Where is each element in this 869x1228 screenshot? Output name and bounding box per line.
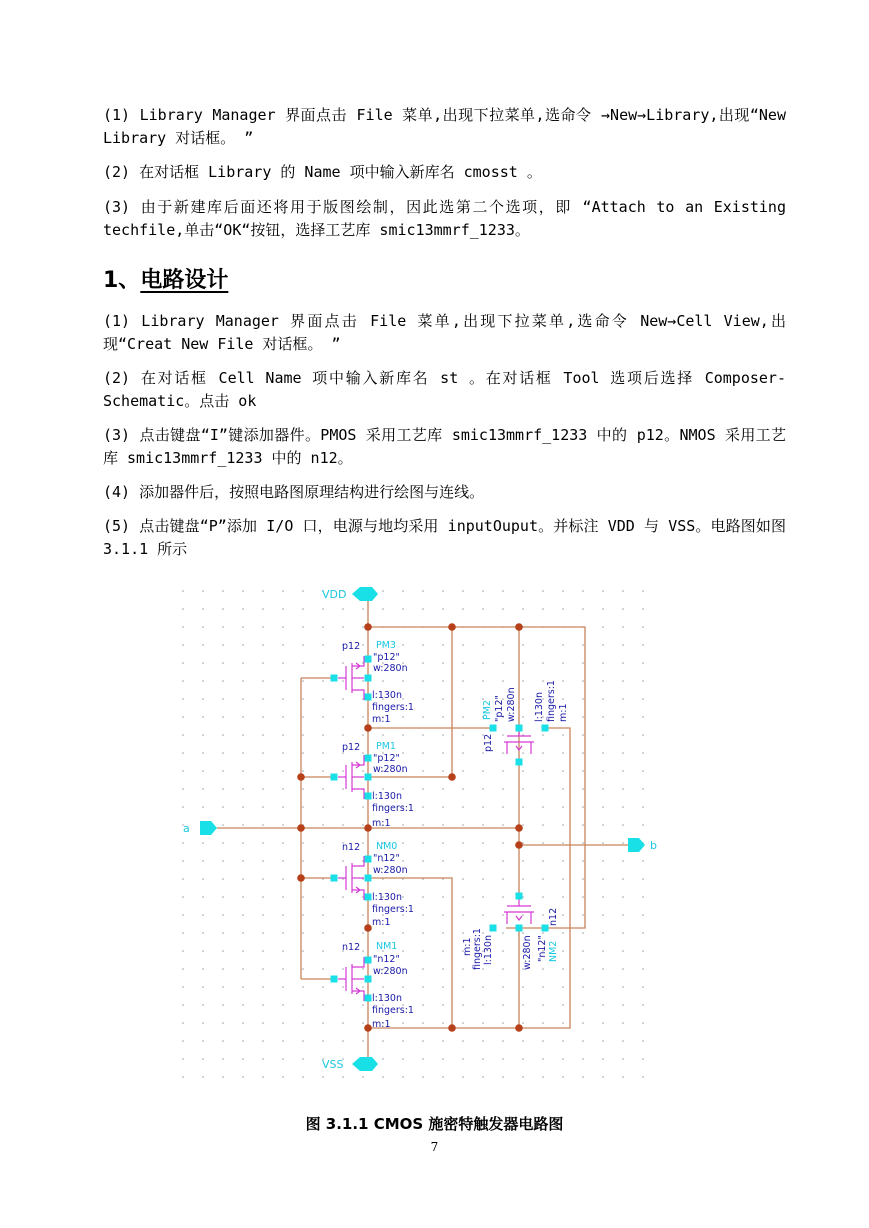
- svg-text:"n12": "n12": [373, 853, 400, 864]
- svg-text:n12: n12: [342, 842, 361, 853]
- junction-6: [297, 824, 305, 832]
- svg-text:p12: p12: [342, 641, 361, 652]
- svg-text:l:130n: l:130n: [534, 692, 545, 722]
- output-pin-label: b: [650, 839, 657, 852]
- terminal-2: [365, 694, 372, 701]
- svg-text:PM1: PM1: [376, 741, 396, 752]
- section-heading: [103, 263, 228, 294]
- svg-text:fingers:1: fingers:1: [546, 680, 557, 722]
- terminal-18: [542, 725, 549, 732]
- svg-text:fingers:1: fingers:1: [472, 928, 483, 970]
- junction-11: [364, 924, 372, 932]
- junction-1: [448, 623, 456, 631]
- junction-14: [364, 1024, 372, 1032]
- svg-text:l:130n: l:130n: [372, 993, 402, 1004]
- junction-2: [515, 623, 523, 631]
- svg-text:w:280n: w:280n: [373, 865, 408, 876]
- junction-0: [364, 623, 372, 631]
- terminal-22: [516, 925, 523, 932]
- svg-text:n12: n12: [342, 942, 361, 953]
- svg-text:fingers:1: fingers:1: [372, 702, 414, 713]
- terminal-0: [331, 675, 338, 682]
- svg-text:m:1: m:1: [558, 703, 569, 722]
- terminal-20: [516, 893, 523, 900]
- junction-12: [448, 1024, 456, 1032]
- svg-text:NM0: NM0: [376, 841, 398, 852]
- terminal-11: [365, 875, 372, 882]
- terminal-4: [331, 774, 338, 781]
- paragraph-7: (4) 添加器件后，按照电路图原理结构进行绘图与连线。: [103, 483, 485, 501]
- terminal-1: [365, 656, 372, 663]
- svg-text:fingers:1: fingers:1: [372, 904, 414, 915]
- grid-background: [178, 582, 662, 1087]
- svg-text:p12: p12: [483, 733, 494, 752]
- junction-5: [297, 773, 305, 781]
- junction-4: [448, 773, 456, 781]
- terminal-21: [490, 925, 497, 932]
- svg-text:w:280n: w:280n: [506, 687, 517, 722]
- section-title: 电路设计: [140, 268, 229, 293]
- paragraph-8: (5) 点击键盘“P”添加 I/O 口，电源与地均采用 inputOuput。并标注 VDD 与 VSS。电路图如图 3.1.1 所示: [103, 517, 786, 558]
- svg-text:m:1: m:1: [372, 818, 391, 829]
- paragraph-1: (1) Library Manager 界面点击 File 菜单,出现下拉菜单,选命令 →New→Library,出现“New Library 对话框。 ”: [103, 106, 786, 147]
- svg-text:l:130n: l:130n: [372, 791, 402, 802]
- terminal-14: [365, 995, 372, 1002]
- terminal-6: [365, 793, 372, 800]
- junction-13: [515, 1024, 523, 1032]
- terminal-9: [365, 856, 372, 863]
- svg-text:l:130n: l:130n: [483, 935, 494, 965]
- svg-text:NM2: NM2: [548, 940, 559, 962]
- paragraph-2: (2) 在对话框 Library 的 Name 项中输入新库名 cmosst 。: [103, 163, 542, 181]
- svg-text:w:280n: w:280n: [373, 966, 408, 977]
- input-pin-label: a: [183, 822, 190, 835]
- svg-text:PM2: PM2: [482, 700, 493, 720]
- terminal-3: [365, 675, 372, 682]
- terminal-16: [490, 725, 497, 732]
- svg-text:"p12": "p12": [373, 753, 400, 764]
- svg-text:l:130n: l:130n: [372, 892, 402, 903]
- svg-text:m:1: m:1: [372, 714, 391, 725]
- terminal-19: [516, 759, 523, 766]
- svg-text:"n12": "n12": [537, 935, 548, 962]
- section-number: 1、: [103, 268, 141, 293]
- paragraph-5: (2) 在对话框 Cell Name 项中输入新库名 st 。在对话框 Tool 选项后选择 Composer-Schematic。点击 ok: [103, 369, 786, 410]
- svg-text:m:1: m:1: [462, 937, 473, 956]
- paragraph-6: (3) 点击键盘“I”键添加器件。PMOS 采用工艺库 smic13mmrf_1233 中的 p12。NMOS 采用工艺库 smic13mmrf_1233 中的 n12。: [103, 426, 786, 467]
- terminal-10: [365, 894, 372, 901]
- svg-text:"n12": "n12": [373, 954, 400, 965]
- terminal-15: [365, 976, 372, 983]
- svg-text:n12: n12: [548, 907, 559, 926]
- page-number: 7: [430, 1140, 439, 1154]
- svg-text:"p12": "p12": [373, 652, 400, 663]
- svg-text:fingers:1: fingers:1: [372, 1005, 414, 1016]
- svg-text:NM1: NM1: [376, 941, 398, 952]
- svg-text:"p12": "p12": [494, 695, 505, 722]
- junction-7: [364, 824, 372, 832]
- schmitt-trigger-schematic: [178, 582, 662, 1087]
- svg-text:m:1: m:1: [372, 1019, 391, 1030]
- svg-text:m:1: m:1: [372, 917, 391, 928]
- terminal-8: [331, 875, 338, 882]
- terminal-13: [365, 957, 372, 964]
- svg-text:w:280n: w:280n: [522, 935, 533, 970]
- junction-8: [515, 824, 523, 832]
- terminal-5: [365, 755, 372, 762]
- vdd-label: VDD: [322, 588, 347, 601]
- svg-text:w:280n: w:280n: [373, 764, 408, 775]
- terminal-7: [365, 774, 372, 781]
- svg-text:p12: p12: [342, 742, 361, 753]
- svg-text:PM3: PM3: [376, 640, 396, 651]
- junction-3: [364, 724, 372, 732]
- paragraph-3: (3) 由于新建库后面还将用于版图绘制，因此选第二个选项，即 “Attach to an Existing techfile,单击“OK“按钮，选择工艺库 smic13mmrf_1233。: [103, 198, 786, 239]
- svg-text:fingers:1: fingers:1: [372, 803, 414, 814]
- terminal-12: [331, 976, 338, 983]
- svg-text:w:280n: w:280n: [373, 663, 408, 674]
- paragraph-4: (1) Library Manager 界面点击 File 菜单,出现下拉菜单,选命令 New→Cell View,出现“Creat New File 对话框。 ”: [103, 312, 786, 353]
- svg-text:l:130n: l:130n: [372, 690, 402, 701]
- junction-9: [515, 841, 523, 849]
- terminal-17: [516, 725, 523, 732]
- vss-label: VSS: [322, 1058, 344, 1071]
- junction-10: [297, 874, 305, 882]
- figure-caption: 图 3.1.1 CMOS 施密特触发器电路图: [305, 1115, 564, 1133]
